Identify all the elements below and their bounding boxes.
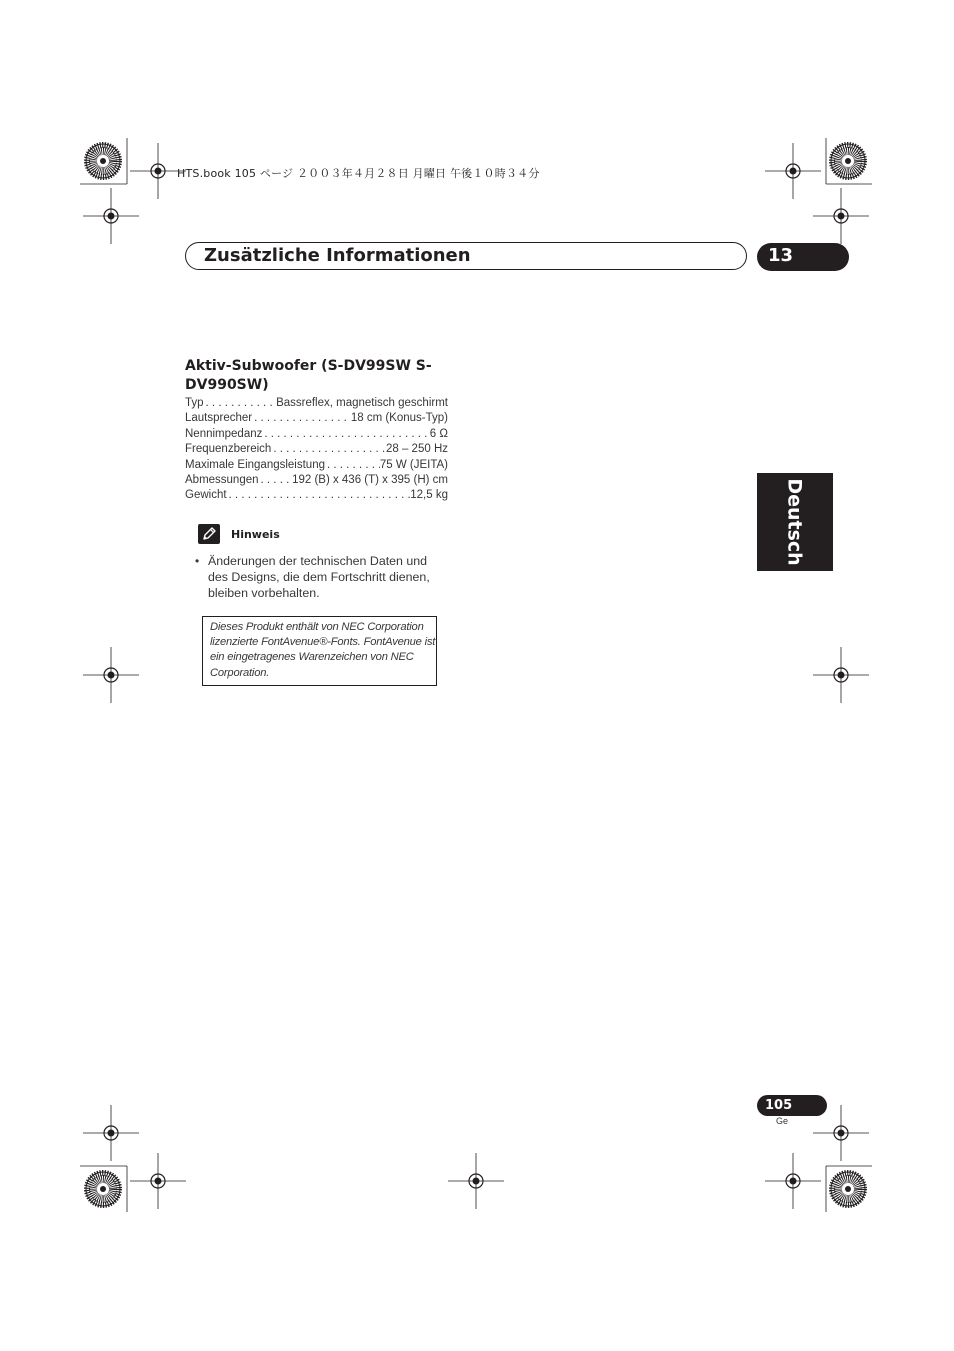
note-title: Hinweis	[231, 528, 280, 541]
spec-list	[185, 396, 448, 504]
spec-label: Gewicht	[185, 489, 227, 502]
spec-row	[185, 458, 448, 473]
registration-mark	[765, 143, 821, 199]
language-tab-text: Deutsch	[784, 478, 806, 566]
registration-mark	[813, 647, 869, 703]
spec-value: 192 (B) x 436 (T) x 395 (H) cm	[292, 474, 448, 487]
note-text: Änderungen der technischen Daten und des Designs, die dem Fortschritt dienen, bleiben vorbehalten.	[208, 554, 430, 600]
leader-dots	[271, 442, 386, 457]
spec-row	[185, 488, 448, 503]
registration-mark	[448, 1153, 504, 1209]
spec-row	[185, 473, 448, 488]
leader-dots	[252, 411, 351, 426]
spec-label: Abmessungen	[185, 474, 259, 487]
print-header: HTS.book 105 ページ ２００３年４月２８日 月曜日 午後１０時３４分	[177, 167, 540, 180]
registration-mark	[813, 188, 869, 244]
page-language-code: Ge	[776, 1116, 789, 1126]
spec-label: Nennimpedanz	[185, 427, 263, 440]
chapter-title: Zusätzliche Informationen	[204, 245, 471, 266]
registration-mark	[130, 1153, 186, 1209]
leader-dots	[262, 427, 429, 442]
spec-value: 18 cm (Konus-Typ)	[350, 412, 448, 425]
spec-label: Frequenzbereich	[185, 443, 272, 456]
leader-dots	[325, 458, 380, 473]
spec-row	[185, 427, 448, 442]
spec-label: Typ	[185, 397, 204, 409]
spec-label: Lautsprecher	[185, 412, 253, 425]
language-tab-label	[757, 473, 833, 571]
spec-value: 75 W (JEITA)	[379, 458, 448, 471]
registration-mark-top-left-star	[86, 144, 120, 178]
registration-mark-top-right-star	[831, 144, 865, 178]
spec-row	[185, 396, 448, 411]
spec-row	[185, 442, 448, 457]
spec-row	[185, 411, 448, 426]
registration-mark	[765, 1153, 821, 1209]
chapter-number: 13	[768, 245, 794, 266]
registration-mark	[83, 647, 139, 703]
notice-text: Dieses Produkt enthält von NEC Corporation lizenzierte FontAvenue®-Fonts. FontAvenue ist ein eingetragenes Warenzeichen von NEC Corporation.	[210, 621, 436, 679]
registration-mark	[83, 1105, 139, 1161]
spec-value: Bassreflex, magnetisch geschirmt	[276, 397, 448, 409]
leader-dots	[259, 473, 293, 488]
pencil-icon	[198, 524, 220, 544]
leader-dots	[204, 396, 277, 411]
section-heading: Aktiv-Subwoofer (S-DV99SW S-DV990SW)	[185, 358, 432, 393]
spec-value: 12,5 kg	[410, 489, 448, 502]
spec-value: 28 – 250 Hz	[385, 443, 448, 456]
registration-mark-bottom-left-star	[86, 1172, 120, 1206]
spec-value: 6 Ω	[429, 427, 448, 440]
page-number: 105	[765, 1098, 793, 1113]
bullet: •	[195, 554, 200, 568]
leader-dots	[227, 488, 411, 503]
spec-label: Maximale Eingangsleistung	[185, 458, 325, 471]
registration-mark-bottom-right-star	[831, 1172, 865, 1206]
registration-mark	[83, 188, 139, 244]
